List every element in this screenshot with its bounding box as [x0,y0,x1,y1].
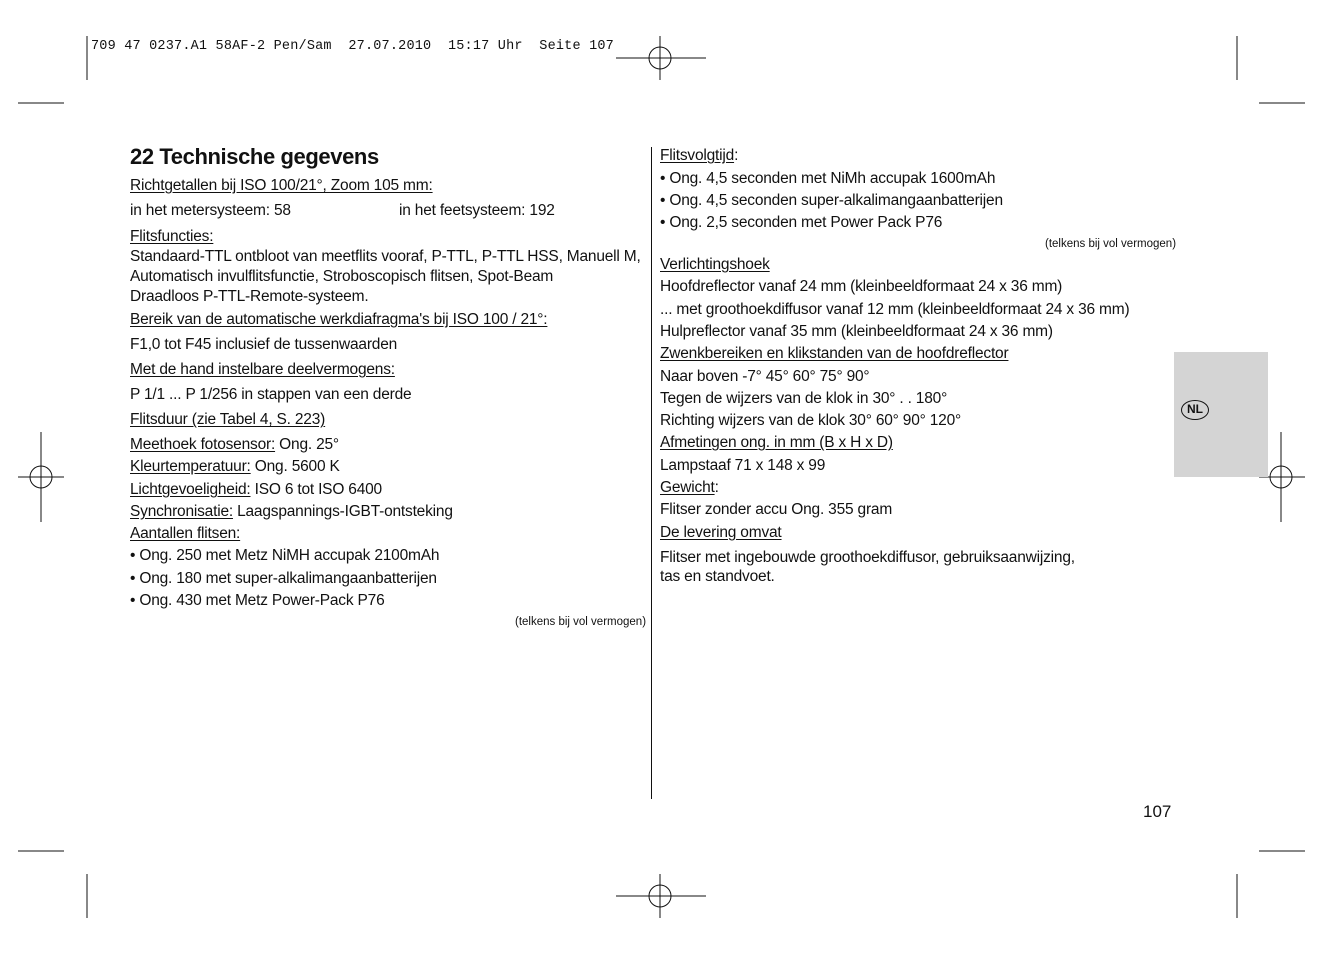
color-temp-value: Ong. 5600 K [250,458,340,475]
swivel-range-line: Richting wijzers van de klok 30° 60° 90° 120° [660,412,961,429]
weight-label: Gewicht [660,479,715,496]
recycle-time-row [660,146,738,166]
list-item: • Ong. 250 met Metz NiMH accupak 2100mAh [130,547,440,564]
sensitivity-row [130,480,382,500]
sync-value: Laagspannings-IGBT-ontsteking [232,503,453,520]
flash-count-label: Aantallen flitsen: [130,525,241,542]
lighting-angle-line: ... met groothoekdiffusor vanaf 12 mm (kleinbeeldformaat 24 x 36 mm) [660,301,1130,318]
recycle-time-colon: : [734,147,739,164]
guide-numbers-label: Richtgetallen bij ISO 100/21°, Zoom 105 mm: [130,177,433,194]
partial-power-label: Met de hand instelbare deelvermogens: [130,361,395,378]
delivery-line: Flitser met ingebouwde groothoekdiffusor, gebruiksaanwijzing, [660,549,1075,566]
partial-power-value: P 1/1 ... P 1/256 in stappen van een derde [130,386,412,403]
dimensions-label: Afmetingen ong. in mm (B x H x D) [660,434,893,451]
sync-row [130,502,453,522]
swivel-range-line: Naar boven -7° 45° 60° 75° 90° [660,368,870,385]
list-item: • Ong. 430 met Metz Power-Pack P76 [130,592,385,609]
power-note: (telkens bij vol vermogen) [515,616,647,628]
guide-number-feet: in het feetsysteem: 192 [399,202,555,219]
swivel-range-label: Zwenkbereiken en klikstanden van de hoofdreflector [660,345,1009,362]
sensor-angle-label: Meethoek fotosensor: [130,436,276,453]
sensor-angle-row [130,435,339,455]
recycle-time-label: Flitsvolgtijd [660,147,735,164]
list-item: • Ong. 180 met super-alkalimangaanbatterijen [130,570,437,587]
list-item: • Ong. 4,5 seconden met NiMh accupak 1600mAh [660,170,996,187]
color-temp-row [130,457,340,477]
lighting-angle-line: Hoofdreflector vanaf 24 mm (kleinbeeldformaat 24 x 36 mm) [660,278,1063,295]
weight-row [660,478,719,498]
lighting-angle-line: Hulpreflector vanaf 35 mm (kleinbeeldformaat 24 x 36 mm) [660,323,1053,340]
aperture-range-value: F1,0 tot F45 inclusief de tussenwaarden [130,336,398,353]
delivery-line: tas en standvoet. [660,568,775,585]
weight-value: Flitser zonder accu Ong. 355 gram [660,501,893,518]
language-badge: NL [1181,400,1209,420]
color-temp-label: Kleurtemperatuur: [130,458,251,475]
column-divider [651,147,652,799]
page-number: 107 [1143,802,1172,821]
guide-number-metric: in het metersysteem: 58 [130,202,291,219]
flash-functions-line: Draadloos P-TTL-Remote-systeem. [130,288,369,305]
list-item: • Ong. 4,5 seconden super-alkalimangaanbatterijen [660,192,1003,209]
sensor-angle-value: Ong. 25° [275,436,339,453]
sensitivity-value: ISO 6 tot ISO 6400 [250,481,382,498]
power-note: (telkens bij vol vermogen) [1045,238,1177,250]
flash-functions-line: Automatisch invulflitsfunctie, Stroboscopisch flitsen, Spot-Beam [130,268,554,285]
flash-functions-line: Standaard-TTL ontbloot van meetflits vooraf, P-TTL, P-TTL HSS, Manuell M, [130,248,641,265]
weight-colon: : [714,479,719,496]
flash-functions-label: Flitsfuncties: [130,228,214,245]
swivel-range-line: Tegen de wijzers van de klok in 30° . . 180° [660,390,948,407]
flash-duration-label: Flitsduur (zie Tabel 4, S. 223) [130,411,326,428]
page-title: 22 Technische gegevens [130,144,379,169]
delivery-label: De levering omvat [660,524,782,541]
sync-label: Synchronisatie: [130,503,233,520]
lighting-angle-label: Verlichtingshoek [660,256,770,273]
print-slug: 709 47 0237.A1 58AF-2 Pen/Sam 27.07.2010 15:17 Uhr Seite 107 [91,39,614,54]
sensitivity-label: Lichtgevoeligheid: [130,481,251,498]
dimensions-value: Lampstaaf 71 x 148 x 99 [660,457,826,474]
aperture-range-label: Bereik van de automatische werkdiafragma's bij ISO 100 / 21°: [130,311,548,328]
list-item: • Ong. 2,5 seconden met Power Pack P76 [660,214,943,231]
